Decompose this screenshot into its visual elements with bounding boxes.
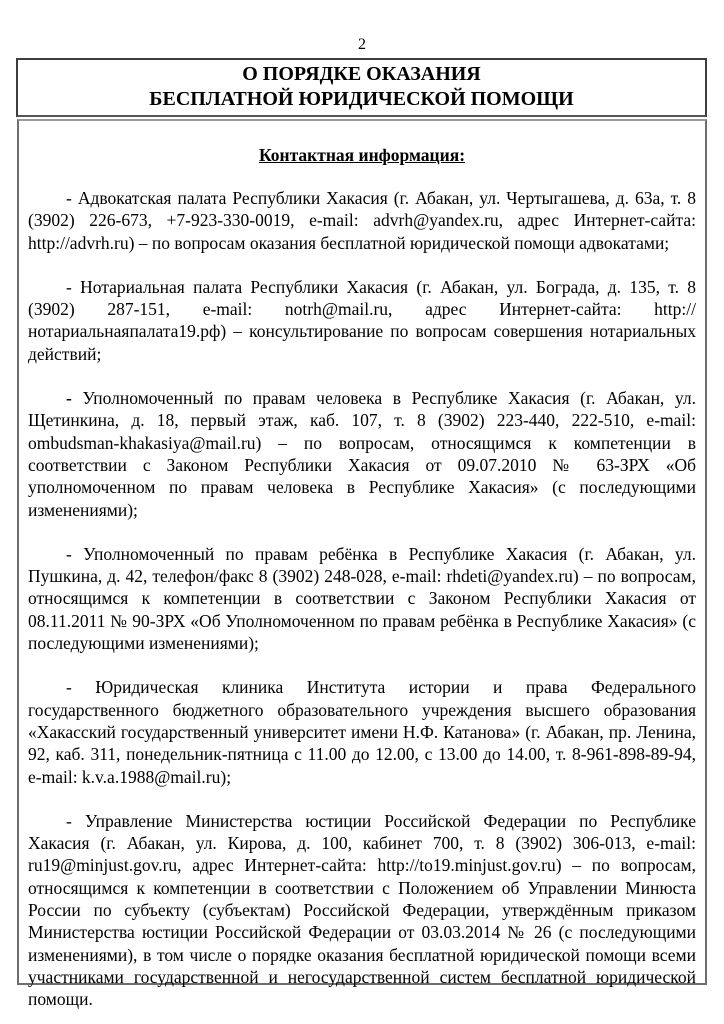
- paragraph-dash-marker: -: [66, 677, 96, 698]
- contact-paragraph: [28, 810, 696, 1011]
- contact-info-box: [17, 119, 707, 1010]
- paragraph-text: Нотариальная палата Республики Хакасия (г. Абакан, ул. Бограда, д. 135, т. 8 (3902) 287-151, e-mail: notrh@mail.ru, адрес Интернет-сайта: http://нотариальнаяпалата19.рф) – консультирование по вопросам совершения нотариальных действий;: [28, 276, 697, 364]
- paragraph-dash-marker: -: [66, 810, 85, 831]
- paragraph-dash-marker: -: [66, 188, 78, 208]
- contact-paragraphs: [28, 187, 696, 1011]
- paragraph-text: Адвокатская палата Республики Хакасия (г. Абакан, ул. Чертыгашева, д. 63а, т. 8 (3902) 226-673, +7-923-330-0019, e-mail: advrh@yandex.ru, адрес Интернет-сайта: http://advrh.ru) – по вопросам оказания бесплатной юридической помощи адвокатами;: [28, 188, 697, 253]
- document-title-box: [16, 58, 707, 117]
- paragraph-dash-marker: -: [66, 276, 81, 297]
- document-title-line-2: БЕСПЛАТНОЙ ЮРИДИЧЕСКОЙ ПОМОЩИ: [149, 88, 574, 110]
- contact-paragraph: [28, 387, 696, 521]
- contact-info-heading: Контактная информация:: [258, 145, 466, 165]
- paragraph-text: Уполномоченный по правам ребёнка в Республике Хакасия (г. Абакан, ул. Пушкина, д. 42, телефон/факс 8 (3902) 248-028, e-mail: rhdeti@yandex.ru) – по вопросам, относящимся к компетенции в соответствии с Законом Республики Хакасия от 08.11.2011 № 90-ЗРХ «Об Уполномоченном по правам ребёнка в Республике Хакасия» (с последующими изменениями);: [28, 543, 696, 654]
- document-title-line-1: О ПОРЯДКЕ ОКАЗАНИЯ: [242, 63, 481, 85]
- contact-paragraph: [28, 187, 696, 254]
- contact-paragraph: [28, 276, 696, 365]
- paragraph-text: Юридическая клиника Института истории и права Федерального государственного бюджетного образовательного учреждения высшего образования «Хакасский государственный университет имени Н.Ф. Катанова» (г. Абакан, пр. Ленина, 92, каб. 311, понедельник-пятница с 11.00 до 12.00, с 13.00 до 14.00, т. 8-961-898-89-94, e-mail: k.v.a.1988@mail.ru);: [28, 677, 697, 787]
- page-number: 2: [358, 36, 366, 53]
- contact-paragraph: [28, 676, 696, 787]
- paragraph-text: Управление Министерства юстиции Российской Федерации по Республике Хакасия (г. Абакан, ул. Кирова, д. 100, кабинет 700, т. 8 (3902) 306-013, e-mail: ru19@minjust.gov.ru, адрес Интернет-сайта: http://to19.minjust.gov.ru) – по вопросам, относящимся к компетенции в соответствии с Положением об Управлении Минюста России по субъекту (субъектам) Российской Федерации, утверждённым приказом Министерства юстиции Российской Федерации от 03.03.2014 № 26 (с последующими изменениями), в том числе о порядке оказания бесплатной юридической помощи всеми участниками государственной и негосударственной систем бесплатной юридической помощи.: [28, 810, 696, 1010]
- paragraph-dash-marker: -: [66, 388, 83, 409]
- paragraph-text: Уполномоченный по правам человека в Республике Хакасия (г. Абакан, ул. Щетинкина, д. 18, первый этаж, каб. 107, т. 8 (3902) 223-440, 222-510, e-mail: ombudsman-khakasiya@mail.ru) – по вопросам, относящимся к компетенции в соответствии с Законом Республики Хакасия от 09.07.2010 № 63-ЗРХ «Об уполномоченном по правам человека в Республике Хакасия» (с последующими изменениями);: [28, 388, 696, 520]
- contact-paragraph: [28, 543, 696, 654]
- paragraph-dash-marker: -: [66, 543, 84, 564]
